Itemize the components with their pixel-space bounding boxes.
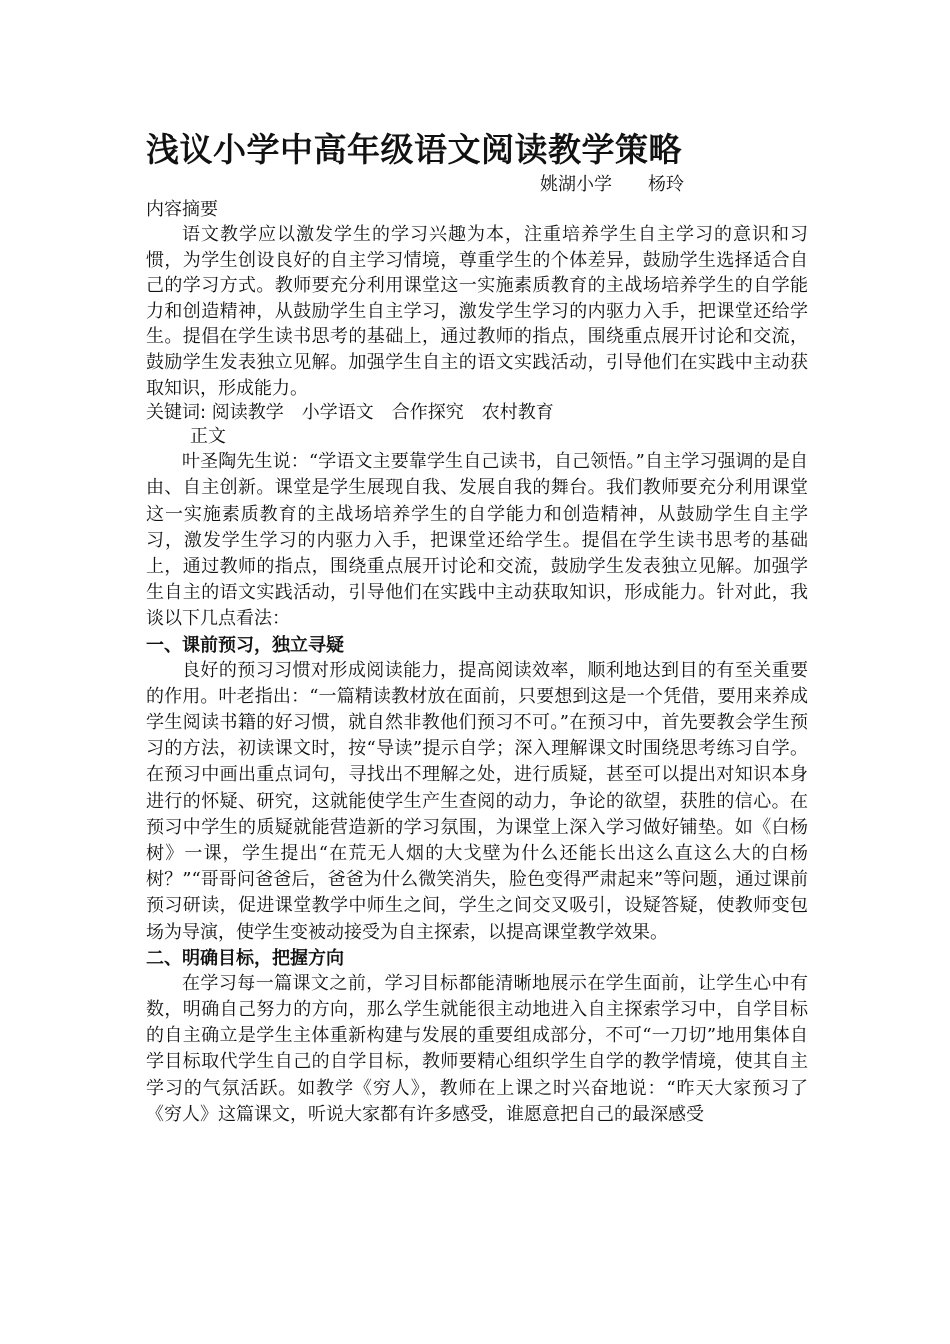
author-line: 姚湖小学 杨玲 (540, 174, 684, 195)
intro-paragraph: 叶圣陶先生说：“学语文主要靠学生自己读书，自己领悟。”自主学习强调的是自由、自主创新。课堂是学生展现自我、发展自我的舞台。我们教师要充分利用课堂这一实施素质教育的主战场培养学生的自学能力和创造精神，从鼓励学生自主学习，激发学生学习的内驱力入手，把课堂还给学生。提倡在学生读书思考的基础上，通过教师的指点，围绕重点展开讨论和交流，鼓励学生发表独立见解。加强学生自主的语文实践活动，引导他们在实践中主动获取知识，形成能力。针对此，我谈以下几点看法： (146, 451, 808, 630)
section-heading-2: 二、明确目标，把握方向 (146, 947, 344, 969)
keywords-text: 阅读教学 小学语文 合作探究 农村教育 (206, 402, 554, 424)
abstract-label: 内容摘要 (146, 199, 218, 220)
section-heading-1: 一、课前预习，独立寻疑 (146, 634, 344, 656)
section-paragraph-2: 在学习每一篇课文之前，学习目标都能清晰地展示在学生面前，让学生心中有数，明确自己努力的方向，那么学生就能很主动地进入自主探索学习中，自学目标的自主确立是学生主体重新构建与发展的重要组成部分，不可“一刀切”地用集体自学目标取代学生自己的自学目标，教师要精心组织学生自学的教学情境，使其自主学习的气氛活跃。如教学《穷人》，教师在上课之时兴奋地说：“昨天大家预习了《穷人》这篇课文，听说大家都有许多感受，谁愿意把自己的最深感受 (146, 972, 808, 1125)
keywords-line (146, 401, 808, 425)
section-paragraph-1: 良好的预习习惯对形成阅读能力，提高阅读效率，顺利地达到目的有至关重要的作用。叶老指出：“一篇精读教材放在面前，只要想到这是一个凭借，要用来养成学生阅读书籍的好习惯，就自然非教他们预习不可。”在预习中，首先要教会学生预习的方法，初读课文时，按“导读”提示自学；深入理解课文时围绕思考练习自学。在预习中画出重点词句，寻找出不理解之处，进行质疑，甚至可以提出对知识本身进行的怀疑、研究，这就能使学生产生查阅的动力，争论的欲望，获胜的信心。在预习中学生的质疑就能营造新的学习氛围，为课堂上深入学习做好铺垫。如《白杨树》一课，学生提出“在荒无人烟的大戈壁为什么还能长出这么直这么大的白杨树？”“哥哥问爸爸后，爸爸为什么微笑消失，脸色变得严肃起来”等问题，通过课前预习研读，促进课堂教学中师生之间，学生之间交叉吸引，设疑答疑，使教师变包场为导演，使学生变被动接受为自主探索，以提高课堂教学效果。 (146, 659, 808, 943)
document-title: 浅议小学中高年级语文阅读教学策略 (146, 130, 682, 169)
document-body (146, 128, 808, 1128)
keywords-label: 关键词: (146, 402, 207, 424)
body-label: 正文 (190, 426, 226, 448)
abstract-text: 语文教学应以激发学生的学习兴趣为本，注重培养学生自主学习的意识和习惯，为学生创设良好的自主学习情境，尊重学生的个体差异，鼓励学生选择适合自己的学习方式。教师要充分利用课堂这一实施素质教育的主战场培养学生的自学能力和创造精神，从鼓励学生自主学习，激发学生学习的内驱力入手，把课堂还给学生。提倡在学生读书思考的基础上，通过教师的指点，围绕重点展开讨论和交流，鼓励学生发表独立见解。加强学生自主的语文实践活动，引导他们在实践中主动获取知识，形成能力。 (146, 224, 808, 399)
